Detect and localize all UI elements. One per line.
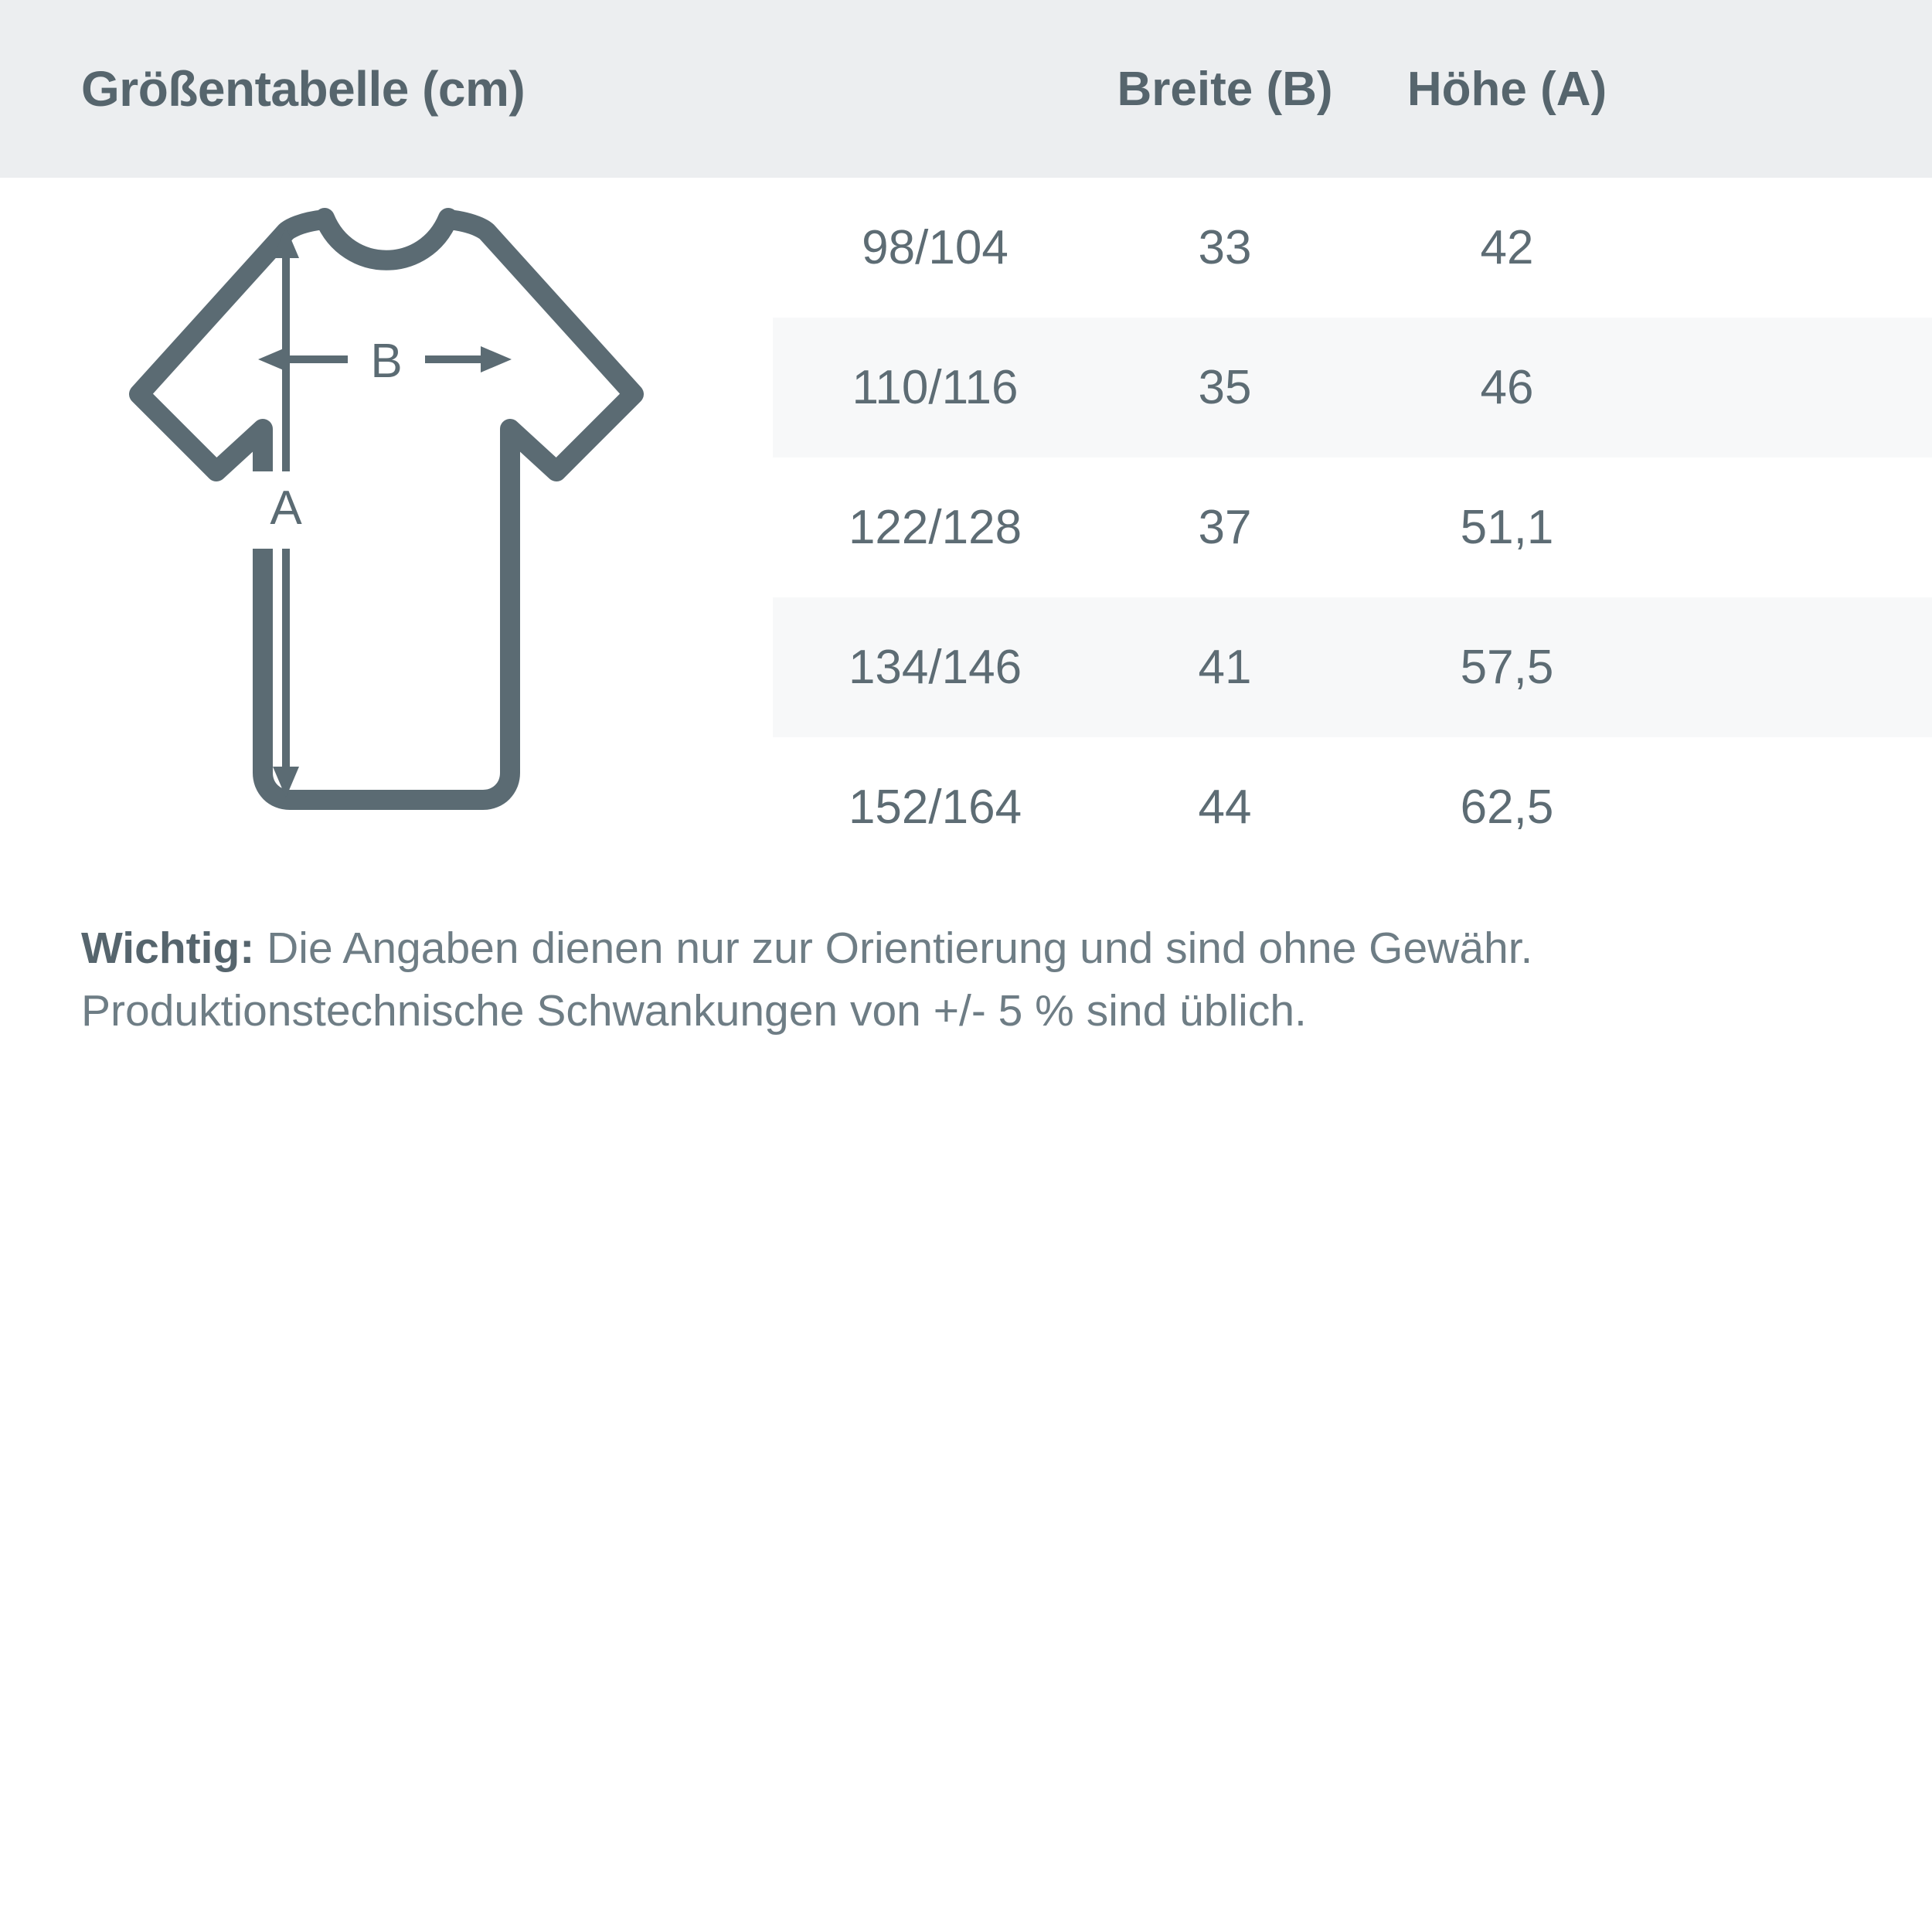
cell-width: 33 bbox=[1198, 220, 1252, 274]
table-row bbox=[773, 737, 1932, 877]
cell-height: 46 bbox=[1480, 360, 1534, 414]
table-header-row bbox=[0, 0, 1932, 178]
cell-width: 35 bbox=[1198, 360, 1252, 414]
table-row bbox=[773, 178, 1932, 318]
measurement-figure bbox=[0, 178, 773, 877]
disclaimer-note bbox=[0, 877, 1932, 1043]
disclaimer-text: Die Angaben dienen nur zur Orientierung und sind ohne Gewähr. Produktionstechnische Schwankungen von +/- 5 % sind üblich. bbox=[81, 923, 1533, 1036]
cell-height: 57,5 bbox=[1460, 640, 1554, 694]
cell-size: 110/116 bbox=[852, 360, 1019, 414]
cell-size: 152/164 bbox=[848, 780, 1022, 834]
column-header-width: Breite (B) bbox=[1117, 62, 1333, 116]
cell-size: 98/104 bbox=[862, 220, 1009, 274]
cell-size: 134/146 bbox=[848, 640, 1022, 694]
cell-height: 51,1 bbox=[1460, 500, 1554, 554]
label-b: B bbox=[370, 335, 403, 388]
tshirt-icon bbox=[93, 201, 680, 819]
table-row bbox=[773, 318, 1932, 457]
chart-body bbox=[0, 178, 1932, 877]
column-header-height: Höhe (A) bbox=[1406, 62, 1607, 116]
page-title: Größentabelle (cm) bbox=[81, 61, 526, 117]
size-table bbox=[773, 178, 1932, 877]
cell-width: 37 bbox=[1198, 500, 1252, 554]
table-row bbox=[773, 457, 1932, 597]
cell-size: 122/128 bbox=[848, 500, 1022, 554]
label-a: A bbox=[270, 481, 302, 535]
cell-height: 62,5 bbox=[1460, 780, 1554, 834]
disclaimer-lead: Wichtig: bbox=[81, 923, 255, 973]
cell-width: 41 bbox=[1198, 640, 1252, 694]
table-row bbox=[773, 597, 1932, 737]
cell-height: 42 bbox=[1480, 220, 1534, 274]
cell-width: 44 bbox=[1198, 780, 1252, 834]
